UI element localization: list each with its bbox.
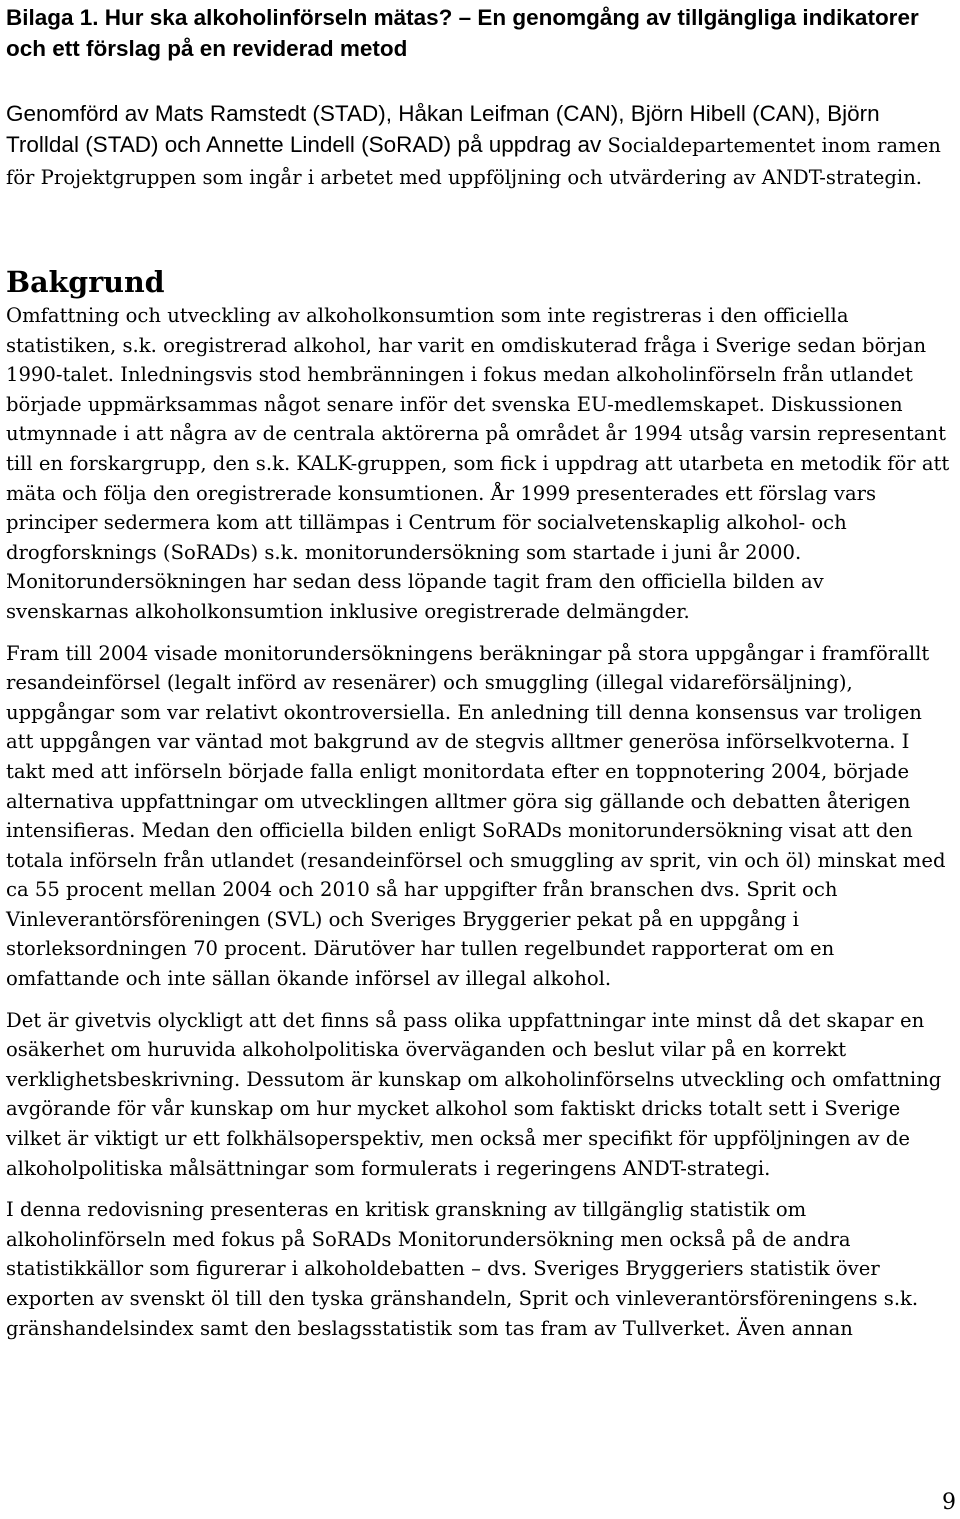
body-paragraph: Det är givetvis olyckligt att det finns så pass olika uppfattningar inte minst då det skapar en osäkerhet om huruvida alkoholpolitiska överväganden och beslut vilar på en korrekt verklighetsbeskrivning. Dessutom är kunskap om alkoholinförselns utveckling och omfattning avgörande för vår kunskap om hur mycket alkohol som faktiskt dricks totalt sett i Sverige vilket är viktigt ur ett folkhälsoperspektiv, men också mer specifikt för uppföljningen av de alkoholpolitiska målsättningar som formulerats i regeringens ANDT-strategi. — [6, 1008, 942, 1180]
body-paragraph: Fram till 2004 visade monitorundersökningens beräkningar på stora uppgångar i framförallt resandeinförsel (legalt införd av resenärer) och smuggling (illegal vidareförsäljning), uppgångar som var relativt okontroversiella. En anledning till denna konsensus var troligen att uppgången var väntad mot bakgrund av de stegvis alltmer generösa införselkvoterna. I takt med att införseln började falla enligt monitordata efter en toppnotering 2004, började alternativa uppfattningar om utvecklingen alltmer göra sig gällande och debatten återigen intensifieras. Medan den officiella bilden enligt SoRADs monitorundersökning visat att den totala införseln från utlandet (resandeinförsel och smuggling av sprit, vin och öl) minskat med ca 55 procent mellan 2004 och 2010 så har uppgifter från branschen dvs. Sprit och Vinleverantörsföreningen (SVL) och Sveriges Bryggerier pekat på en uppgång i storleksordningen 70 procent. Därutöver har tullen regelbundet rapporterat om en omfattande och inte sällan ökande införsel av illegal alkohol. — [6, 641, 946, 991]
authors-text: Genomförd av Mats Ramstedt (STAD), Håkan Leifman (CAN), Björn Hibell (CAN), Björn Trolldal (STAD) och Annette Lindell (SoRAD) på uppdrag av — [6, 101, 880, 157]
authors-paragraph — [6, 64, 951, 193]
body-paragraph: Omfattning och utveckling av alkoholkonsumtion som inte registreras i den officiella statistiken, s.k. oregistrerad alkohol, har varit en omdiskuterad fråga i Sverige sedan början 1990-talet. Inledningsvis stod hembränningen i fokus medan alkoholinförseln från utlandet började uppmärksammas något senare inför det svenska EU-medlemskapet. Diskussionen utmynnade i att några av de centrala aktörerna på området år 1994 utsåg varsin representant till en forskargrupp, den s.k. KALK-gruppen, som fick i uppdrag att utarbeta en metodik för att mäta och följa den oregistrerade konsumtionen. År 1999 presenterades ett förslag vars principer sedermera kom att tillämpas i Centrum för socialvetenskaplig alkohol- och drogforsknings (SoRADs) s.k. monitorundersökning som startade i juni år 2000. Monitorundersökningen har sedan dess löpande tagit fram den officiella bilden av svenskarnas alkoholkonsumtion inklusive oregistrerade delmängder. — [6, 304, 950, 623]
body-paragraph: I denna redovisning presenteras en kritisk granskning av tillgänglig statistik om alkoholinförseln med fokus på SoRADs Monitorundersökning men också på de andra statistikkällor som figurerar i alkoholdebatten – dvs. Sveriges Bryggeriers statistik över exporten av svenskt öl till den tyska gränshandeln, Sprit och vinleverantörsföreningens s.k. gränshandelsindex samt den beslagsstatistik som tas fram av Tullverket. Även annan — [6, 1198, 919, 1340]
authors-text-continued: Socialdepartementet inom ramen för Projektgruppen som ingår i arbetet med uppföljning och utvärdering av ANDT-strategin. — [6, 134, 941, 189]
page-number: 9 — [942, 1490, 956, 1515]
document-title: Bilaga 1. Hur ska alkoholinförseln mätas? – En genomgång av tillgängliga indikatorer och ett förslag på en reviderad metod — [6, 5, 919, 61]
section-heading: Bakgrund — [6, 265, 165, 299]
document-page — [6, 0, 958, 1343]
